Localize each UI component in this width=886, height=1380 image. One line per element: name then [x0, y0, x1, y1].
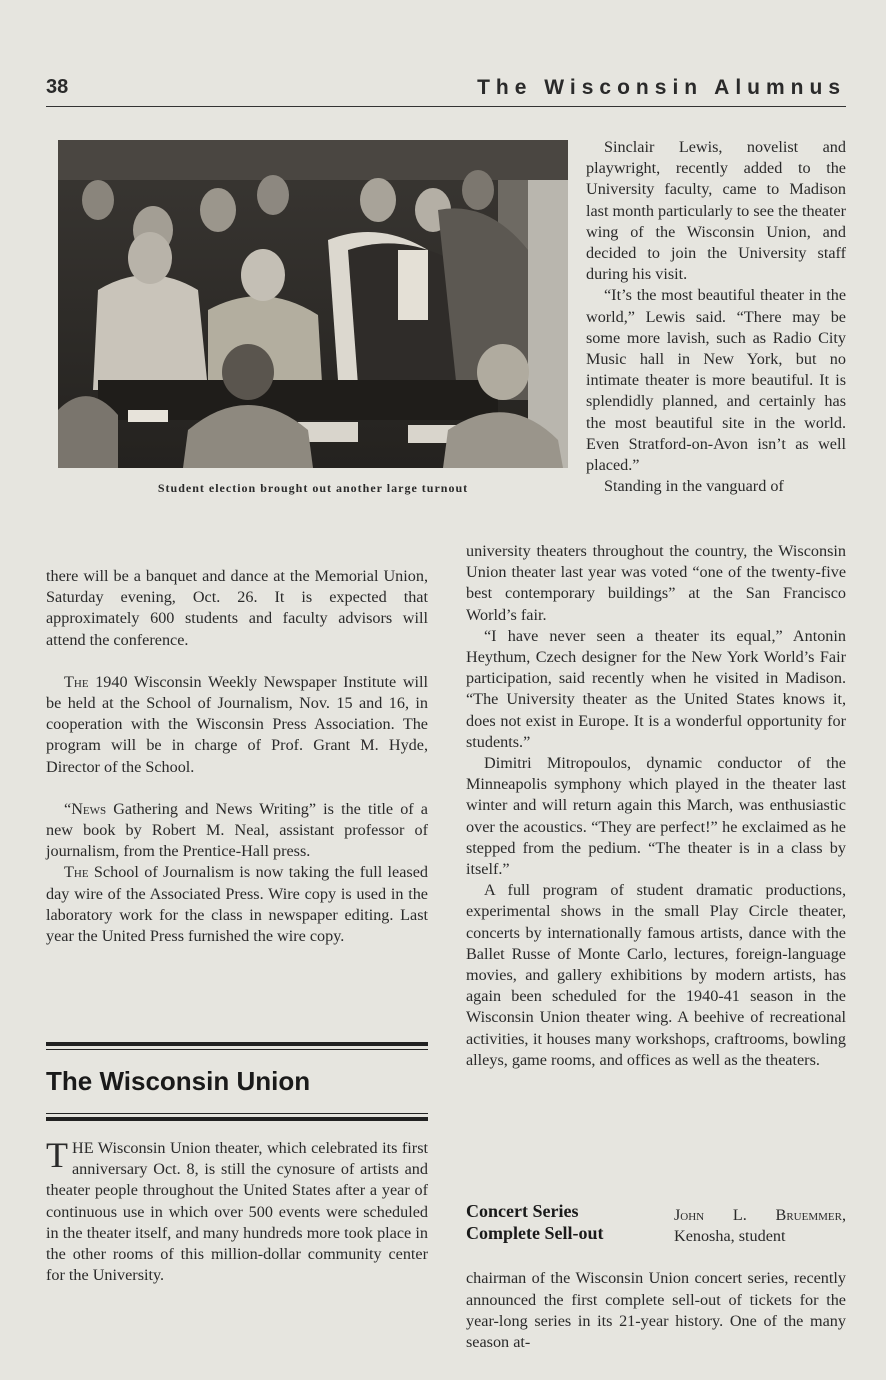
section-rule-bottom-thin: [46, 1113, 428, 1114]
institute-lead: The: [64, 672, 89, 691]
book-lead: News: [71, 799, 107, 818]
photo-caption: Student election brought out another large turnout: [157, 481, 469, 495]
page-number: 38: [46, 76, 69, 98]
wire-paragraph: [46, 862, 428, 947]
page-header: [46, 74, 846, 104]
union-paragraph: [46, 1135, 428, 1286]
concert-first-line: [466, 1205, 846, 1247]
concert-heading-line1: Concert Series: [466, 1201, 579, 1221]
heythum-paragraph: “I have never seen a theater its equal,” Antonin Heythum, Czech designer for the New York World’s Fair participation, said recently when he visited in Madison. “The University theater as the United States knows it, does not exist in Europe. It is a wonderful opportunity for students.”: [466, 626, 846, 751]
lewis-quote-paragraph: “It’s the most beautiful theater in the world,” Lewis said. “There may be some more lavish, such as Radio City Music hall in New York, but no intimate theater is more beautiful. It is splendidly planned, and certainly has the most beautiful site in the world. Even Stratford-on-Avon isn’t as well placed.”: [586, 286, 846, 475]
drop-cap: T: [46, 1135, 68, 1175]
program-paragraph: A full program of student dramatic productions, experimental shows in the small Play Circle theater, concerts by internationally famous artists, dance with the Ballet Russe of Monte Carlo, lectures, foreign-language movies, and gallery exhibitions by modern artists, has again been scheduled for the 1940-41 season in the Wisconsin Union theater wing. A beehive of recreational activities, it houses many workshops, craftrooms, bowling alleys, game rooms, and offices as well as the theaters.: [466, 881, 846, 1069]
institute-paragraph: [46, 672, 428, 778]
right-column-top: [586, 137, 846, 497]
section-rule-top-thin: [46, 1049, 428, 1050]
right-column: [466, 541, 846, 1071]
concert-paragraph: [466, 1205, 846, 1353]
lewis-paragraph: Sinclair Lewis, novelist and playwright, recently added to the University faculty, came to Madison last month particularly to see the theater wing of the Wisconsin Union, and decided to join the University staff during his visit.: [586, 138, 846, 284]
mitropoulos-paragraph: Dimitri Mitropoulos, dynamic conductor of the Minneapolis symphony which played in the theater last winter and will return again this March, was enthusiastic over the acoustics. “They are perfect!” he exclaimed as he stepped from the pedium. “The theater is in a class by itself.”: [466, 754, 846, 879]
book-quote-mark: “: [64, 799, 72, 818]
union-lead: HE: [72, 1139, 94, 1157]
vanguard-paragraph-start: Standing in the vanguard of: [604, 477, 784, 496]
photo-illustration: [58, 140, 568, 468]
section-rule-top: [46, 1042, 428, 1046]
concert-first-text: , Kenosha, student: [674, 1206, 846, 1246]
section-title: The Wisconsin Union: [46, 1066, 311, 1096]
left-column: [46, 566, 428, 947]
book-text: Gathering and News Writing” is the title of a new book by Robert M. Neal, assistant professor of journalism, from the Prentice-Hall press.: [46, 799, 428, 861]
concert-heading-line2: Complete Sell-out: [466, 1223, 604, 1243]
banquet-paragraph: there will be a banquet and dance at the Memorial Union, Saturday evening, Oct. 26. It is expected that approximately 600 students and faculty advisors will attend the conference.: [46, 567, 428, 649]
concert-text: chairman of the Wisconsin Union concert series, recently announced the first complete sell-out of tickets for the year-long series in its 21-year history. One of the many season at-: [466, 1269, 846, 1352]
header-rule: [46, 106, 846, 107]
concert-name: John L. Bruemmer: [674, 1206, 842, 1224]
vanguard-paragraph-rest: university theaters throughout the country, the Wisconsin Union theater last year was voted “one of the twenty-five best contemporary buildings” at the San Francisco World’s fair.: [466, 542, 846, 624]
running-title: The Wisconsin Alumnus: [477, 76, 846, 99]
wire-lead: The: [64, 863, 89, 882]
book-paragraph: [46, 799, 428, 863]
union-text: Wisconsin Union theater, which celebrated its first anniversary Oct. 8, is still the cynosure of artists and theater people throughout the United States after a year of continuous use in which over 500 events were scheduled in the theater itself, and many hundreds more took place in the other rooms of this million-dollar community center for the University.: [46, 1139, 428, 1285]
election-photo: [58, 140, 568, 468]
institute-text: 1940 Wisconsin Weekly Newspaper Institute will be held at the School of Journalism, Nov. 15 and 16, in cooperation with the Wisconsin Press Association. The program will be in charge of Prof. Grant M. Hyde, Director of the School.: [46, 672, 428, 776]
section-rule-bottom: [46, 1117, 428, 1121]
wire-text: School of Journalism is now taking the full leased day wire of the Associated Press. Wire copy is used in the laboratory work for the class in newspaper editing. Last year the United Press furnished the wire copy.: [46, 863, 428, 946]
